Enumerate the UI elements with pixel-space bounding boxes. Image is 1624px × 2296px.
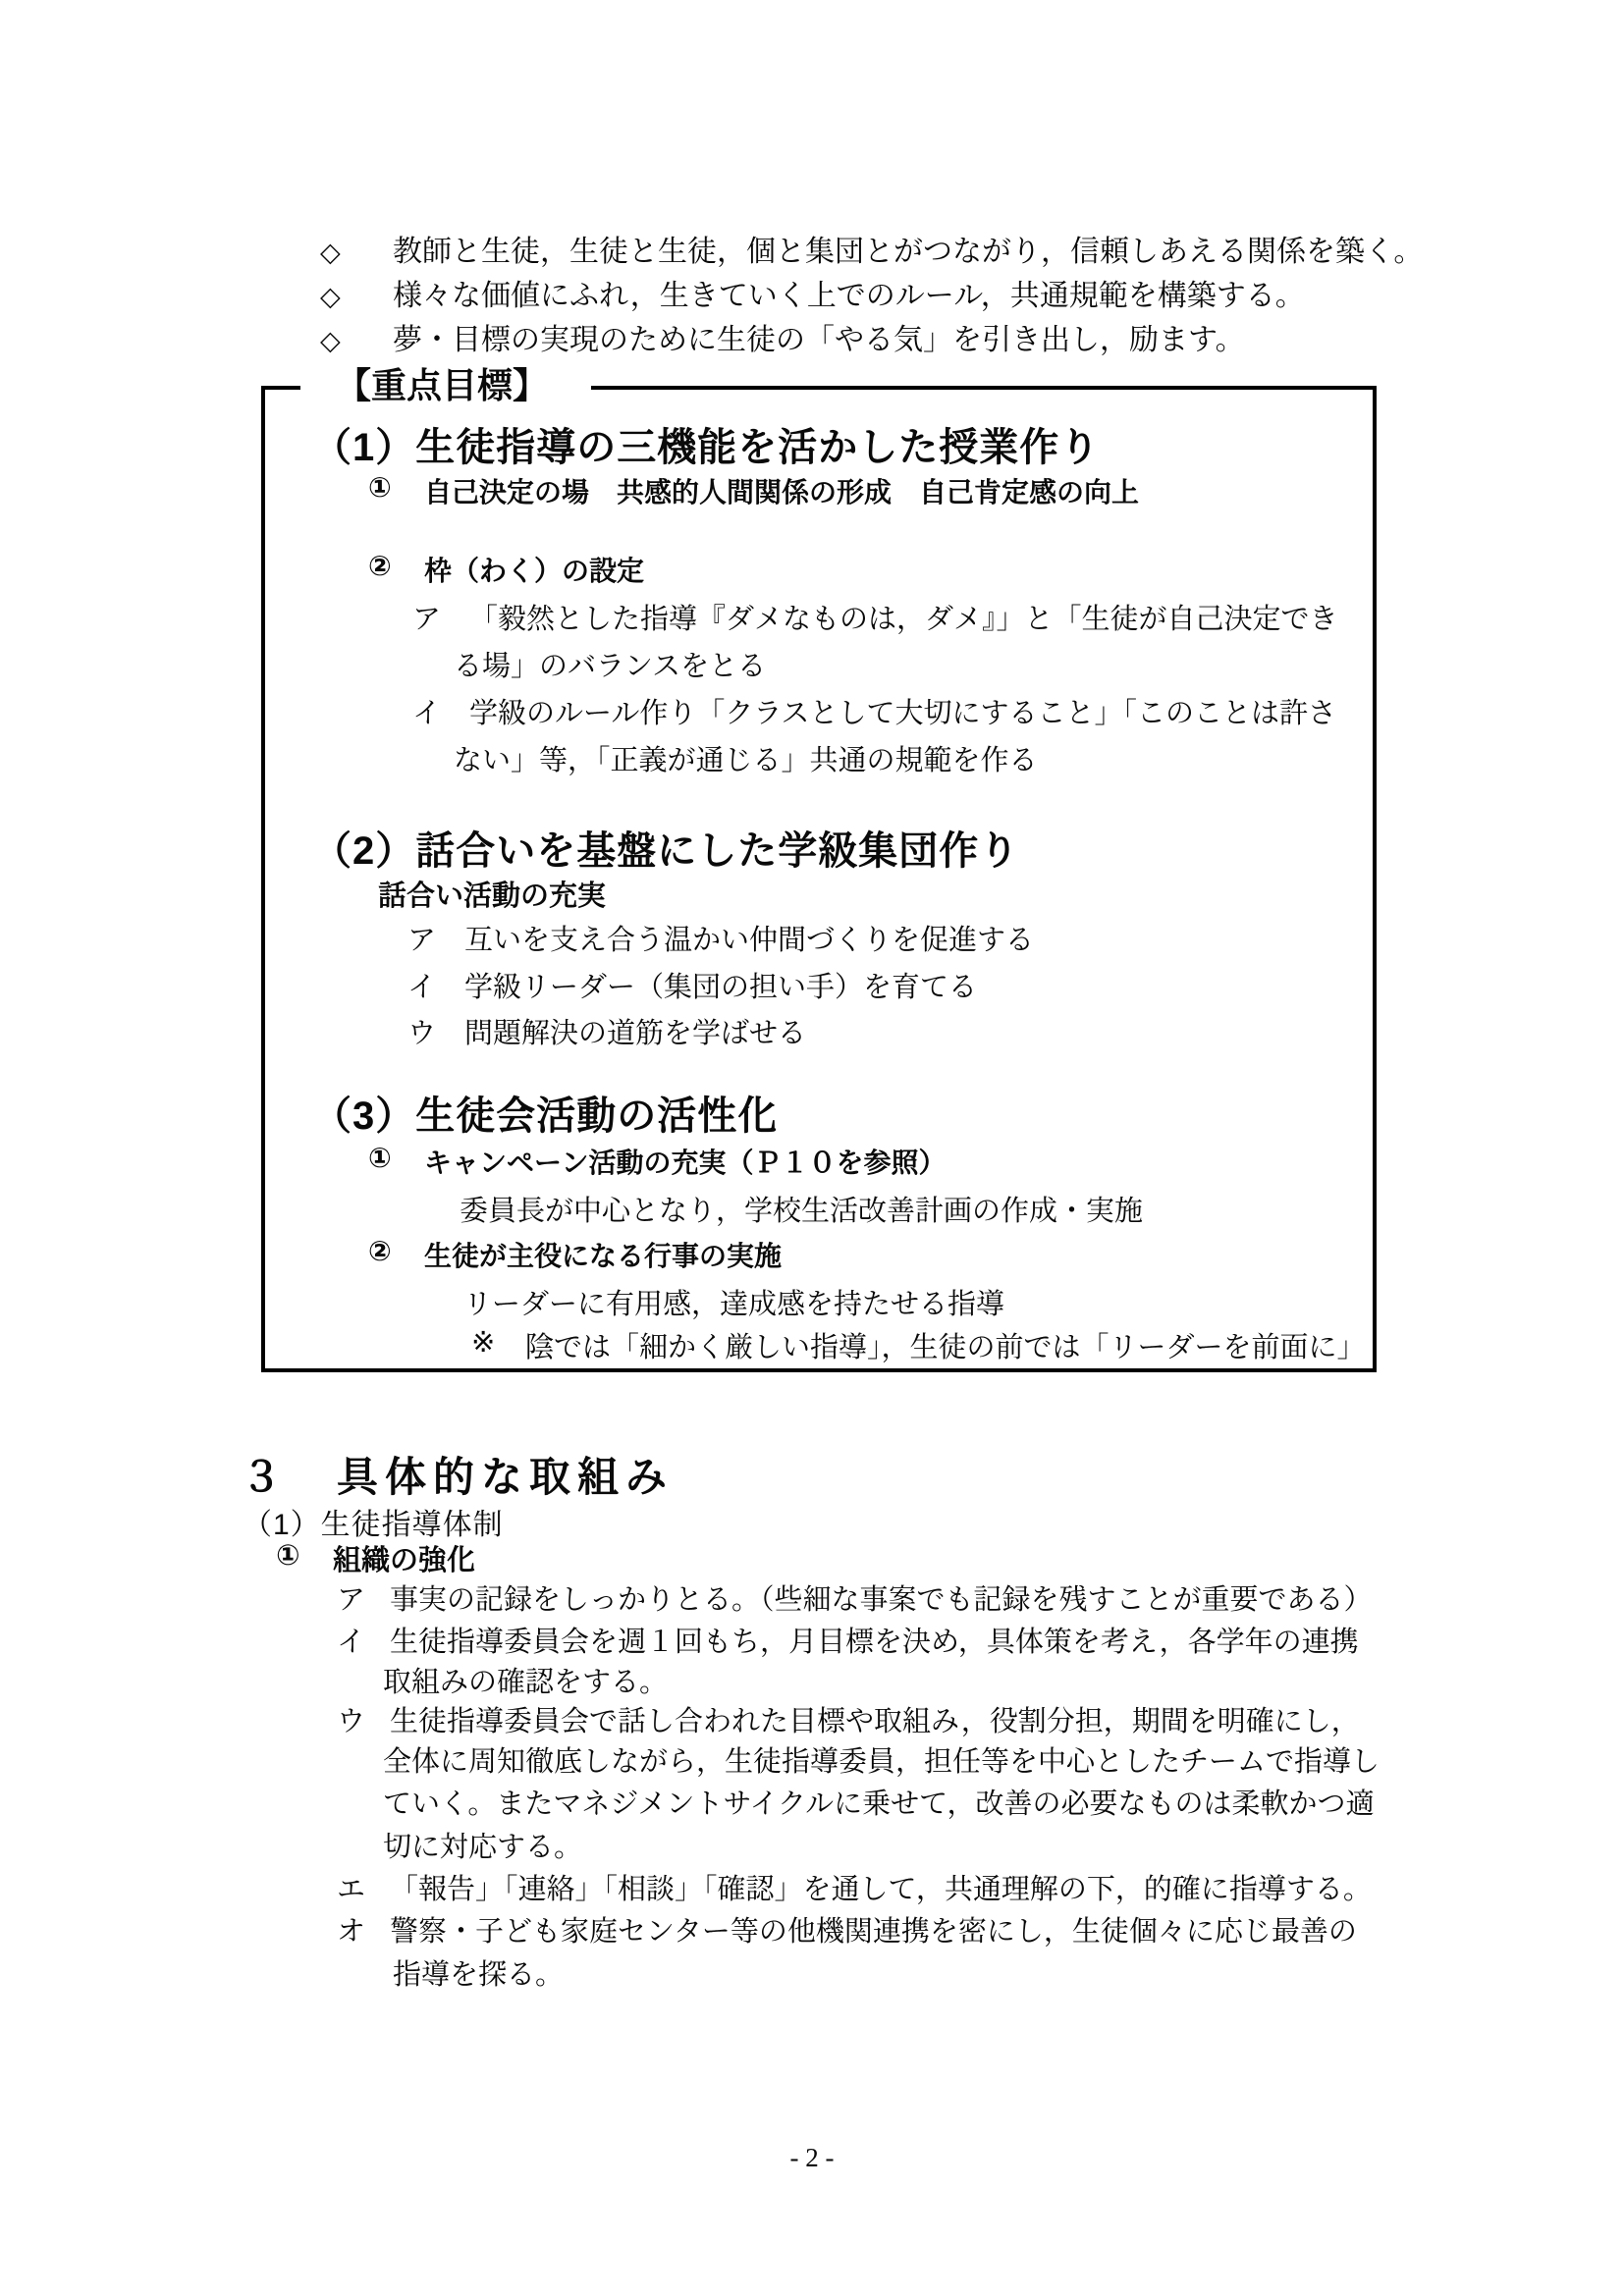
goal-3-item-2-note: リーダーに有用感，達成感を持たせる指導 [463, 1289, 1005, 1320]
actions-sub-a-line1: 事実の記録をしっかりとる。（些細な事案でも記録を残すことが重要である） [390, 1584, 1373, 1616]
intro-bullet [320, 324, 1245, 357]
goal-2-sub-a-text: 互いを支え合う温かい仲間づくりを促進する [464, 925, 1035, 956]
page-number: - 2 - [789, 2143, 835, 2172]
actions-sub-b-line1: 生徒指導委員会を週１回もち，月目標を決め，具体策を考え，各学年の連携 [390, 1627, 1359, 1658]
goal-3-item-2-text: 生徒が主役になる行事の実施 [424, 1241, 783, 1271]
actions-subheading: （1）生徒指導体制 [243, 1509, 504, 1541]
intro-bullet-text: 夢・目標の実現のために生徒の「やる気」を引き出し，励ます。 [393, 324, 1245, 356]
circled-1-marker: ① [276, 1540, 300, 1572]
katakana-a-marker: ア [412, 604, 442, 635]
katakana-i-marker: イ [412, 698, 442, 729]
actions-sub-c-line1: 生徒指導委員会で話し合われた目標や取組み，役割分担，期間を明確にし， [390, 1706, 1360, 1737]
circled-2-marker: ② [368, 1236, 392, 1266]
katakana-u-marker: ウ [337, 1706, 366, 1737]
intro-bullet [320, 280, 1305, 313]
diamond-icon: ◇ [320, 238, 341, 267]
actions-sub-e-line2: 指導を探る。 [393, 1959, 565, 1991]
goal-3-item-1-note: 委員長が中心となり，学校生活改善計画の作成・実施 [460, 1196, 1144, 1227]
goal-1-sub-b [412, 691, 1336, 731]
goal-2-heading: （2）話合いを基盤にした学級集団作り [312, 829, 1020, 873]
intro-bullet-text: 様々な価値にふれ，生きていく上でのルール，共通規範を構築する。 [393, 280, 1305, 312]
katakana-o-marker: オ [337, 1916, 366, 1948]
katakana-u-marker: ウ [407, 1018, 437, 1049]
katakana-i-marker: イ [337, 1627, 366, 1658]
katakana-i-marker: イ [407, 972, 437, 1003]
goal-1-item-2 [368, 550, 644, 589]
katakana-a-marker: ア [337, 1584, 366, 1616]
circled-1-marker: ① [368, 1143, 392, 1173]
goal-1-item-1 [368, 471, 1139, 510]
actions-sub-d-line1: 「報告」「連絡」「相談」「確認」を通して，共通理解の下，的確に指導する。 [390, 1874, 1372, 1905]
reference-mark-icon: ※ [471, 1327, 496, 1359]
goal-1-sub-b-line2: ない」等，「正義が通じる」共通の規範を作る [454, 745, 1038, 776]
actions-sub-c-line3: ていく。またマネジメントサイクルに乗せて，改善の必要なものは柔軟かつ適 [383, 1789, 1375, 1820]
goal-1-sub-a-line2: る場」のバランスをとる [454, 651, 767, 682]
goal-3-remark [471, 1325, 1366, 1365]
goal-3-heading: （3）生徒会活動の活性化 [312, 1095, 779, 1138]
actions-sub-b-line2: 取組みの確認をする。 [383, 1667, 669, 1698]
diamond-icon: ◇ [320, 282, 341, 311]
goal-2-sub-c [407, 1011, 806, 1051]
circled-2-marker: ② [368, 551, 392, 581]
goal-1-sub-a-line1: 「毅然とした指導『ダメなものは，ダメ』」と「生徒が自己決定でき [469, 604, 1338, 635]
actions-item-1 [276, 1538, 475, 1578]
diamond-icon: ◇ [320, 326, 341, 355]
goal-3-item-1 [368, 1142, 946, 1181]
actions-heading: ３ 具体的な取組み [241, 1454, 675, 1500]
goal-3-remark-text: 陰では「細かく厳しい指導」，生徒の前では「リーダーを前面に」 [525, 1332, 1366, 1363]
actions-sub-c-line4: 切に対応する。 [383, 1832, 583, 1863]
actions-sub-c [337, 1699, 1360, 1739]
priority-goals-title: 【重点目標】 [300, 363, 591, 408]
actions-sub-d [337, 1867, 1372, 1907]
actions-sub-c-line2: 全体に周知徹底しながら，生徒指導委員，担任等を中心としたチームで指導し [383, 1746, 1380, 1778]
goal-2-sub-c-text: 問題解決の道筋を学ばせる [464, 1018, 807, 1049]
actions-sub-e-line1: 警察・子ども家庭センター等の他機関連携を密にし，生徒個々に応じ最善の [390, 1916, 1357, 1948]
katakana-a-marker: ア [407, 925, 437, 956]
goal-2-subheading: 話合い活動の充実 [378, 881, 607, 912]
goal-1-heading: （1）生徒指導の三機能を活かした授業作り [312, 426, 1101, 469]
actions-sub-b [337, 1620, 1359, 1660]
actions-sub-a [337, 1577, 1373, 1618]
katakana-e-marker: エ [337, 1874, 366, 1905]
goal-2-sub-a [407, 918, 1034, 958]
actions-item-1-text: 組織の強化 [333, 1545, 476, 1576]
goal-1-item-1-text: 自己決定の場 共感的人間関係の形成 自己肯定感の向上 [424, 477, 1140, 507]
intro-bullet-text: 教師と生徒，生徒と生徒，個と集団とがつながり，信頼しあえる関係を築く。 [393, 236, 1424, 268]
goal-3-item-2 [368, 1235, 782, 1274]
actions-sub-e [337, 1909, 1357, 1949]
goal-1-sub-a [412, 597, 1338, 637]
goal-1-sub-b-line1: 学級のルール作り「クラスとして大切にすること」「このことは許さ [469, 698, 1337, 729]
goal-2-sub-b [407, 965, 977, 1005]
goal-1-item-2-text: 枠（わく）の設定 [424, 556, 645, 586]
circled-1-marker: ① [368, 472, 392, 503]
intro-bullet [320, 236, 1423, 269]
goal-3-item-1-text: キャンペーン活動の充実（Ｐ１０を参照） [424, 1148, 947, 1178]
goal-2-sub-b-text: 学級リーダー（集団の担い手）を育てる [464, 972, 978, 1003]
